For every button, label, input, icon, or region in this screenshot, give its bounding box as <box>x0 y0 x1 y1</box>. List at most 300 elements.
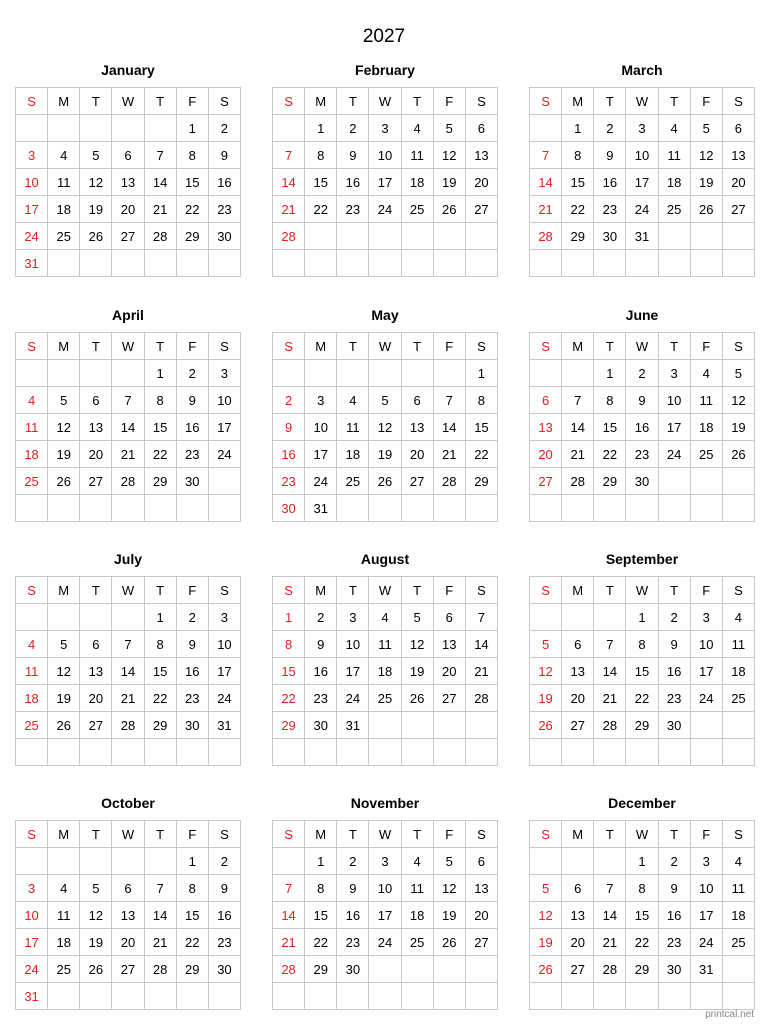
day-cell <box>369 250 401 277</box>
day-cell: 23 <box>176 685 208 712</box>
day-cell: 18 <box>48 196 80 223</box>
day-cell: 25 <box>48 223 80 250</box>
day-cell <box>305 739 337 766</box>
day-cell: 18 <box>658 169 690 196</box>
day-cell: 23 <box>208 196 240 223</box>
month-title: July <box>113 551 142 567</box>
day-cell: 6 <box>80 387 112 414</box>
day-cell <box>465 495 497 522</box>
day-cell <box>530 604 562 631</box>
week-row <box>273 631 498 658</box>
day-cell: 4 <box>48 142 80 169</box>
day-cell: 22 <box>305 929 337 956</box>
weekday-header: W <box>112 88 144 115</box>
day-cell: 2 <box>273 387 305 414</box>
day-cell: 4 <box>16 631 48 658</box>
day-cell: 8 <box>465 387 497 414</box>
week-row <box>530 196 755 223</box>
month-title: September <box>605 551 679 567</box>
day-cell: 4 <box>690 360 722 387</box>
month-march <box>529 62 755 277</box>
day-cell: 11 <box>16 658 48 685</box>
day-cell: 22 <box>176 196 208 223</box>
week-row <box>16 360 241 387</box>
weekday-header: W <box>369 333 401 360</box>
weekday-header: F <box>690 577 722 604</box>
day-cell <box>144 115 176 142</box>
week-row <box>16 739 241 766</box>
weekday-header: M <box>305 577 337 604</box>
week-row <box>530 658 755 685</box>
weekday-header: S <box>465 821 497 848</box>
day-cell: 1 <box>465 360 497 387</box>
month-december <box>529 795 755 1010</box>
week-row <box>273 739 498 766</box>
day-cell: 26 <box>722 441 754 468</box>
day-cell <box>112 604 144 631</box>
day-cell: 9 <box>337 875 369 902</box>
day-cell: 22 <box>562 196 594 223</box>
day-cell: 5 <box>690 115 722 142</box>
day-cell <box>48 848 80 875</box>
day-cell: 24 <box>16 956 48 983</box>
day-cell: 9 <box>208 142 240 169</box>
week-row <box>530 604 755 631</box>
day-cell: 8 <box>176 142 208 169</box>
day-cell: 21 <box>112 441 144 468</box>
day-cell <box>562 360 594 387</box>
day-cell <box>465 712 497 739</box>
day-cell <box>690 983 722 1010</box>
day-cell: 2 <box>594 115 626 142</box>
month-august <box>272 551 498 766</box>
weekday-header: F <box>176 333 208 360</box>
day-cell: 30 <box>305 712 337 739</box>
weekday-header: M <box>305 88 337 115</box>
day-cell: 2 <box>305 604 337 631</box>
day-cell <box>305 223 337 250</box>
day-cell <box>690 250 722 277</box>
day-cell: 21 <box>562 441 594 468</box>
day-cell: 30 <box>176 712 208 739</box>
day-cell <box>208 739 240 766</box>
day-cell: 5 <box>722 360 754 387</box>
month-september <box>529 551 755 766</box>
day-cell: 12 <box>433 142 465 169</box>
day-cell: 16 <box>273 441 305 468</box>
day-cell: 8 <box>144 631 176 658</box>
day-cell <box>465 983 497 1010</box>
day-cell: 19 <box>530 685 562 712</box>
week-row <box>273 848 498 875</box>
day-cell: 24 <box>369 196 401 223</box>
day-cell: 13 <box>433 631 465 658</box>
day-cell: 18 <box>16 441 48 468</box>
day-cell: 31 <box>16 983 48 1010</box>
day-cell <box>176 495 208 522</box>
day-cell: 3 <box>690 848 722 875</box>
day-cell: 25 <box>337 468 369 495</box>
day-cell: 1 <box>305 115 337 142</box>
day-cell: 7 <box>594 875 626 902</box>
week-row <box>16 250 241 277</box>
day-cell: 19 <box>80 929 112 956</box>
day-cell: 10 <box>337 631 369 658</box>
day-cell <box>273 848 305 875</box>
day-cell: 5 <box>80 142 112 169</box>
weekday-header: S <box>208 333 240 360</box>
day-cell: 15 <box>626 902 658 929</box>
footer-watermark: printcal.net <box>705 1009 754 1020</box>
weekday-header: F <box>176 577 208 604</box>
weekday-header: T <box>401 333 433 360</box>
day-cell <box>594 604 626 631</box>
week-row <box>273 250 498 277</box>
weekday-header: T <box>144 88 176 115</box>
day-cell: 2 <box>658 848 690 875</box>
weekday-header: S <box>722 821 754 848</box>
day-cell: 25 <box>401 929 433 956</box>
day-cell: 11 <box>48 902 80 929</box>
day-cell <box>401 983 433 1010</box>
weekday-header-row <box>530 88 755 115</box>
month-table <box>529 576 755 766</box>
day-cell: 16 <box>176 414 208 441</box>
day-cell: 7 <box>144 142 176 169</box>
day-cell: 27 <box>112 956 144 983</box>
day-cell: 10 <box>690 631 722 658</box>
day-cell: 25 <box>690 441 722 468</box>
day-cell: 20 <box>722 169 754 196</box>
day-cell <box>369 739 401 766</box>
day-cell: 10 <box>16 169 48 196</box>
weekday-header: M <box>48 821 80 848</box>
month-table <box>272 332 498 522</box>
week-row <box>530 712 755 739</box>
day-cell: 15 <box>305 169 337 196</box>
day-cell: 19 <box>690 169 722 196</box>
day-cell: 23 <box>208 929 240 956</box>
month-july <box>15 551 241 766</box>
day-cell: 13 <box>80 658 112 685</box>
day-cell: 16 <box>305 658 337 685</box>
week-row <box>530 631 755 658</box>
day-cell: 31 <box>337 712 369 739</box>
day-cell: 22 <box>626 685 658 712</box>
week-row <box>530 929 755 956</box>
week-row <box>530 115 755 142</box>
day-cell: 4 <box>401 115 433 142</box>
week-row <box>530 739 755 766</box>
day-cell <box>626 495 658 522</box>
day-cell <box>401 739 433 766</box>
day-cell: 22 <box>176 929 208 956</box>
day-cell <box>208 983 240 1010</box>
day-cell: 14 <box>144 902 176 929</box>
month-table <box>15 87 241 277</box>
day-cell: 11 <box>369 631 401 658</box>
day-cell: 6 <box>465 115 497 142</box>
weekday-header: M <box>562 88 594 115</box>
day-cell: 10 <box>16 902 48 929</box>
day-cell: 8 <box>176 875 208 902</box>
weekday-header: T <box>80 333 112 360</box>
weekday-header: T <box>401 577 433 604</box>
year-title: 2027 <box>362 26 406 47</box>
day-cell <box>176 250 208 277</box>
day-cell: 12 <box>690 142 722 169</box>
weekday-header: F <box>433 88 465 115</box>
day-cell: 6 <box>112 142 144 169</box>
weekday-header-row <box>16 88 241 115</box>
day-cell: 29 <box>465 468 497 495</box>
day-cell: 28 <box>112 712 144 739</box>
day-cell <box>658 468 690 495</box>
day-cell: 6 <box>562 875 594 902</box>
day-cell <box>112 739 144 766</box>
day-cell: 12 <box>369 414 401 441</box>
day-cell: 4 <box>337 387 369 414</box>
month-title: June <box>625 307 659 323</box>
day-cell: 19 <box>401 658 433 685</box>
day-cell <box>722 712 754 739</box>
day-cell: 18 <box>722 902 754 929</box>
day-cell: 23 <box>337 196 369 223</box>
day-cell: 3 <box>305 387 337 414</box>
week-row <box>16 414 241 441</box>
day-cell: 17 <box>690 902 722 929</box>
day-cell: 11 <box>401 875 433 902</box>
day-cell: 13 <box>112 902 144 929</box>
day-cell <box>273 983 305 1010</box>
day-cell: 15 <box>626 658 658 685</box>
day-cell: 29 <box>176 223 208 250</box>
month-table <box>529 87 755 277</box>
day-cell: 27 <box>562 712 594 739</box>
week-row <box>16 169 241 196</box>
day-cell: 15 <box>176 169 208 196</box>
day-cell <box>401 223 433 250</box>
day-cell: 10 <box>626 142 658 169</box>
day-cell: 19 <box>48 685 80 712</box>
day-cell: 24 <box>305 468 337 495</box>
day-cell <box>401 360 433 387</box>
day-cell: 16 <box>337 169 369 196</box>
month-february <box>272 62 498 277</box>
day-cell: 5 <box>530 631 562 658</box>
day-cell <box>337 250 369 277</box>
week-row <box>530 169 755 196</box>
day-cell <box>144 250 176 277</box>
day-cell <box>176 983 208 1010</box>
day-cell <box>690 495 722 522</box>
day-cell <box>626 983 658 1010</box>
weekday-header: T <box>658 577 690 604</box>
day-cell <box>16 360 48 387</box>
day-cell <box>401 956 433 983</box>
day-cell: 7 <box>144 875 176 902</box>
day-cell: 27 <box>465 196 497 223</box>
day-cell: 9 <box>305 631 337 658</box>
month-title: February <box>355 62 415 78</box>
weekday-header: F <box>433 577 465 604</box>
day-cell <box>658 739 690 766</box>
day-cell: 25 <box>658 196 690 223</box>
week-row <box>16 196 241 223</box>
day-cell: 15 <box>594 414 626 441</box>
day-cell <box>144 848 176 875</box>
weekday-header: M <box>305 821 337 848</box>
month-october <box>15 795 241 1010</box>
weekday-header: W <box>369 821 401 848</box>
day-cell: 31 <box>208 712 240 739</box>
day-cell <box>658 983 690 1010</box>
day-cell <box>530 848 562 875</box>
day-cell <box>112 495 144 522</box>
weekday-header: S <box>465 88 497 115</box>
day-cell <box>80 495 112 522</box>
day-cell: 16 <box>658 902 690 929</box>
day-cell <box>465 956 497 983</box>
day-cell: 19 <box>433 902 465 929</box>
day-cell: 22 <box>144 685 176 712</box>
week-row <box>273 902 498 929</box>
day-cell: 9 <box>594 142 626 169</box>
weekday-header: F <box>690 333 722 360</box>
weekday-header: T <box>337 577 369 604</box>
day-cell: 6 <box>530 387 562 414</box>
month-table <box>529 332 755 522</box>
week-row <box>530 360 755 387</box>
day-cell: 1 <box>562 115 594 142</box>
day-cell: 24 <box>690 685 722 712</box>
day-cell: 16 <box>208 902 240 929</box>
day-cell: 12 <box>722 387 754 414</box>
day-cell: 12 <box>530 658 562 685</box>
day-cell: 14 <box>465 631 497 658</box>
weekday-header-row <box>16 333 241 360</box>
weekday-header: W <box>369 88 401 115</box>
day-cell: 24 <box>690 929 722 956</box>
month-table <box>15 820 241 1010</box>
day-cell <box>690 223 722 250</box>
day-cell: 15 <box>176 902 208 929</box>
day-cell: 7 <box>530 142 562 169</box>
week-row <box>16 115 241 142</box>
day-cell: 26 <box>48 712 80 739</box>
weekday-header-row <box>16 577 241 604</box>
day-cell <box>144 495 176 522</box>
day-cell <box>562 495 594 522</box>
weekday-header: W <box>112 577 144 604</box>
day-cell <box>48 983 80 1010</box>
weekday-header-row <box>530 821 755 848</box>
day-cell: 29 <box>144 712 176 739</box>
weekday-header: W <box>626 821 658 848</box>
week-row <box>530 902 755 929</box>
day-cell: 17 <box>16 196 48 223</box>
day-cell: 20 <box>465 902 497 929</box>
month-title: August <box>360 551 410 567</box>
day-cell: 23 <box>176 441 208 468</box>
day-cell: 20 <box>80 441 112 468</box>
day-cell: 26 <box>530 712 562 739</box>
day-cell: 5 <box>433 115 465 142</box>
day-cell <box>80 250 112 277</box>
day-cell <box>562 739 594 766</box>
month-title: April <box>112 307 144 323</box>
day-cell: 9 <box>273 414 305 441</box>
day-cell <box>626 739 658 766</box>
day-cell: 13 <box>530 414 562 441</box>
day-cell: 31 <box>305 495 337 522</box>
day-cell: 11 <box>722 875 754 902</box>
week-row <box>273 387 498 414</box>
day-cell: 3 <box>626 115 658 142</box>
day-cell: 17 <box>208 414 240 441</box>
day-cell: 9 <box>208 875 240 902</box>
day-cell: 26 <box>80 223 112 250</box>
day-cell: 15 <box>465 414 497 441</box>
day-cell: 19 <box>48 441 80 468</box>
day-cell: 18 <box>401 902 433 929</box>
week-row <box>273 983 498 1010</box>
day-cell: 21 <box>144 929 176 956</box>
day-cell: 25 <box>369 685 401 712</box>
day-cell <box>722 739 754 766</box>
week-row <box>16 902 241 929</box>
weekday-header: T <box>658 333 690 360</box>
day-cell: 26 <box>48 468 80 495</box>
day-cell: 1 <box>144 604 176 631</box>
day-cell <box>273 739 305 766</box>
day-cell: 20 <box>465 169 497 196</box>
day-cell: 26 <box>530 956 562 983</box>
day-cell: 21 <box>433 441 465 468</box>
day-cell <box>80 604 112 631</box>
weekday-header: F <box>176 821 208 848</box>
weekday-header: W <box>112 821 144 848</box>
day-cell: 18 <box>16 685 48 712</box>
day-cell <box>722 468 754 495</box>
day-cell: 6 <box>112 875 144 902</box>
day-cell <box>562 848 594 875</box>
day-cell: 24 <box>626 196 658 223</box>
day-cell: 7 <box>594 631 626 658</box>
month-november <box>272 795 498 1010</box>
month-table <box>15 332 241 522</box>
month-title: January <box>101 62 155 78</box>
day-cell <box>562 604 594 631</box>
weekday-header: S <box>16 577 48 604</box>
day-cell: 29 <box>594 468 626 495</box>
day-cell <box>465 223 497 250</box>
day-cell: 28 <box>594 956 626 983</box>
month-april <box>15 307 241 522</box>
week-row <box>16 468 241 495</box>
day-cell: 3 <box>16 875 48 902</box>
day-cell: 15 <box>144 414 176 441</box>
weekday-header-row <box>530 333 755 360</box>
day-cell: 30 <box>176 468 208 495</box>
day-cell: 8 <box>626 631 658 658</box>
day-cell: 14 <box>530 169 562 196</box>
day-cell: 2 <box>658 604 690 631</box>
day-cell <box>112 983 144 1010</box>
day-cell: 11 <box>401 142 433 169</box>
day-cell: 5 <box>401 604 433 631</box>
day-cell <box>80 739 112 766</box>
